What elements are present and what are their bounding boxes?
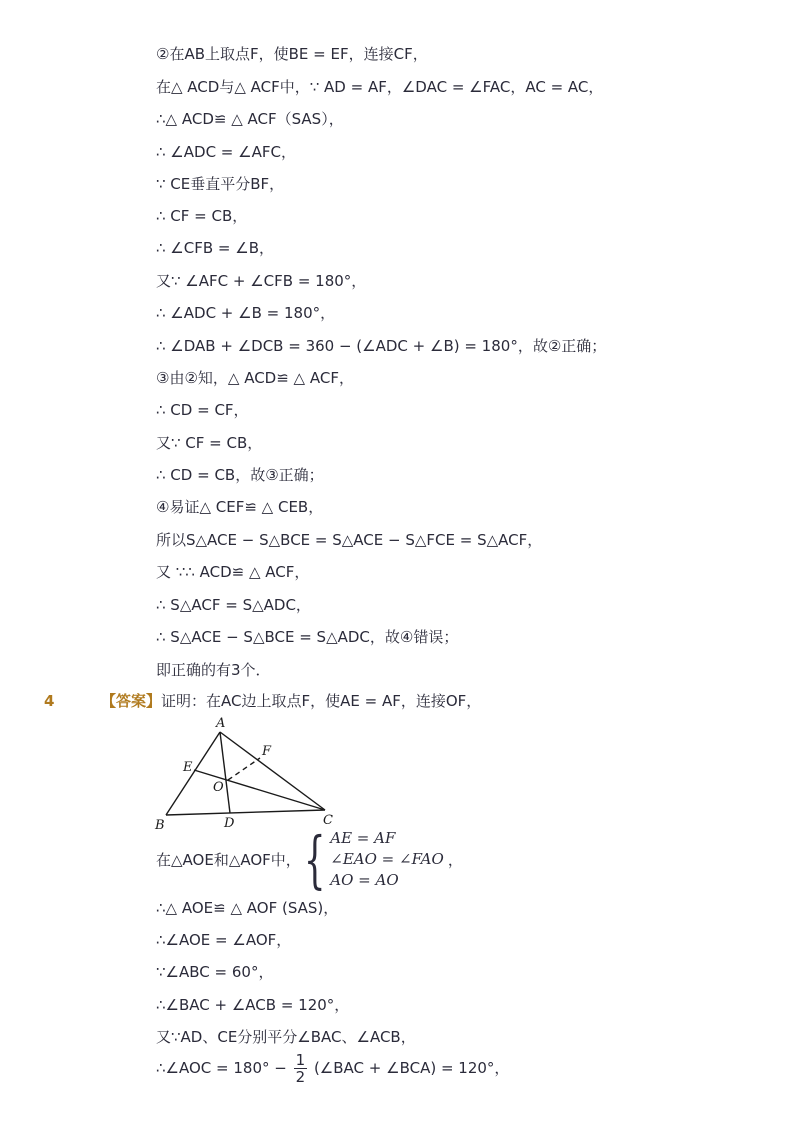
answer-line: ∵∠ABC = 60°， (156, 963, 274, 981)
system-row: ∠EAO = ∠FAO (330, 850, 444, 868)
system-row: AO = AO (330, 871, 399, 889)
solution-line: 在△ ACD与△ ACF中，∵ AD = AF，∠DAC = ∠FAC，AC = AC， (156, 78, 604, 96)
solution-line: ∴ ∠ADC = ∠AFC， (156, 143, 296, 161)
final-equation-line (156, 1052, 509, 1085)
solution-line: ∴ ∠CFB = ∠B， (156, 239, 274, 257)
fraction-numerator: 1 (295, 1051, 306, 1069)
system-row: AE = AF (330, 829, 396, 847)
answer-line: ∴∠BAC + ∠ACB = 120°， (156, 996, 350, 1014)
answer-intro: 证明：在AC边上取点F，使AE = AF，连接OF， (161, 692, 482, 710)
label-o: O (213, 780, 224, 795)
solution-line: ∴ CD = CF， (156, 401, 249, 419)
triangle-figure (150, 713, 340, 833)
solution-line: ②在AB上取点F，使BE = EF，连接CF， (156, 45, 428, 63)
label-c: C (323, 813, 333, 828)
equation-system (156, 822, 463, 896)
final-right: (∠BAC + ∠BCA) = 120°， (313, 1059, 510, 1077)
label-a: A (216, 716, 226, 731)
label-f: F (262, 744, 272, 759)
bisector-ad (220, 732, 230, 813)
solution-line: ④易证△ CEF≌ △ CEB， (156, 498, 324, 516)
solution-line: ∴ ∠DAB + ∠DCB = 360 − (∠ADC + ∠B) = 180°，故②正确； (156, 337, 607, 355)
solution-line: 又∵ CF = CB， (156, 434, 263, 452)
label-e: E (183, 760, 193, 775)
label-b: B (155, 818, 165, 833)
solution-line: ∵ CE垂直平分BF， (156, 175, 285, 193)
question-number: 4 (44, 692, 55, 710)
solution-line: ∴ CF = CB， (156, 207, 248, 225)
system-rows (330, 828, 444, 891)
system-suffix: ， (447, 850, 463, 869)
solution-line: ∴ CD = CB，故③正确； (156, 466, 324, 484)
solution-line: ∴ S△ACF = S△ADC， (156, 596, 311, 614)
equation-system-line (156, 822, 463, 896)
answer-tag: 【答案】 (101, 692, 162, 710)
system-prefix: 在△AOE和△AOF中， (156, 850, 301, 869)
fraction-half (294, 1052, 308, 1085)
solution-line: ∴△ ACD≌ △ ACF（SAS）， (156, 110, 344, 128)
side-bc (166, 810, 325, 815)
label-d: D (224, 816, 235, 831)
solution-line: 又∵ ∠AFC + ∠CFB = 180°， (156, 272, 367, 290)
solution-line: ∴ S△ACE − S△BCE = S△ADC，故④错误； (156, 628, 459, 646)
left-brace: { (303, 822, 326, 896)
side-ac (220, 732, 325, 810)
segment-of (228, 758, 260, 780)
answer-heading (101, 690, 481, 712)
final-left: ∴∠AOC = 180° − (156, 1059, 287, 1077)
solution-line: 所以S△ACE − S△BCE = S△ACE − S△FCE = S△ACF， (156, 531, 543, 549)
solution-line: ③由②知，△ ACD≌ △ ACF， (156, 369, 354, 387)
answer-line: 又∵AD、CE分别平分∠BAC、∠ACB， (156, 1028, 416, 1046)
solution-line: 即正确的有3个． (156, 661, 271, 679)
solution-line: ∴ ∠ADC + ∠B = 180°， (156, 304, 336, 322)
fraction-denominator: 2 (295, 1068, 306, 1086)
side-ab (166, 732, 220, 815)
answer-line: ∴∠AOE = ∠AOF， (156, 931, 292, 949)
solution-line: 又 ∵∴ ACD≌ △ ACF， (156, 563, 310, 581)
answer-line: ∴△ AOE≌ △ AOF (SAS)， (156, 899, 339, 917)
